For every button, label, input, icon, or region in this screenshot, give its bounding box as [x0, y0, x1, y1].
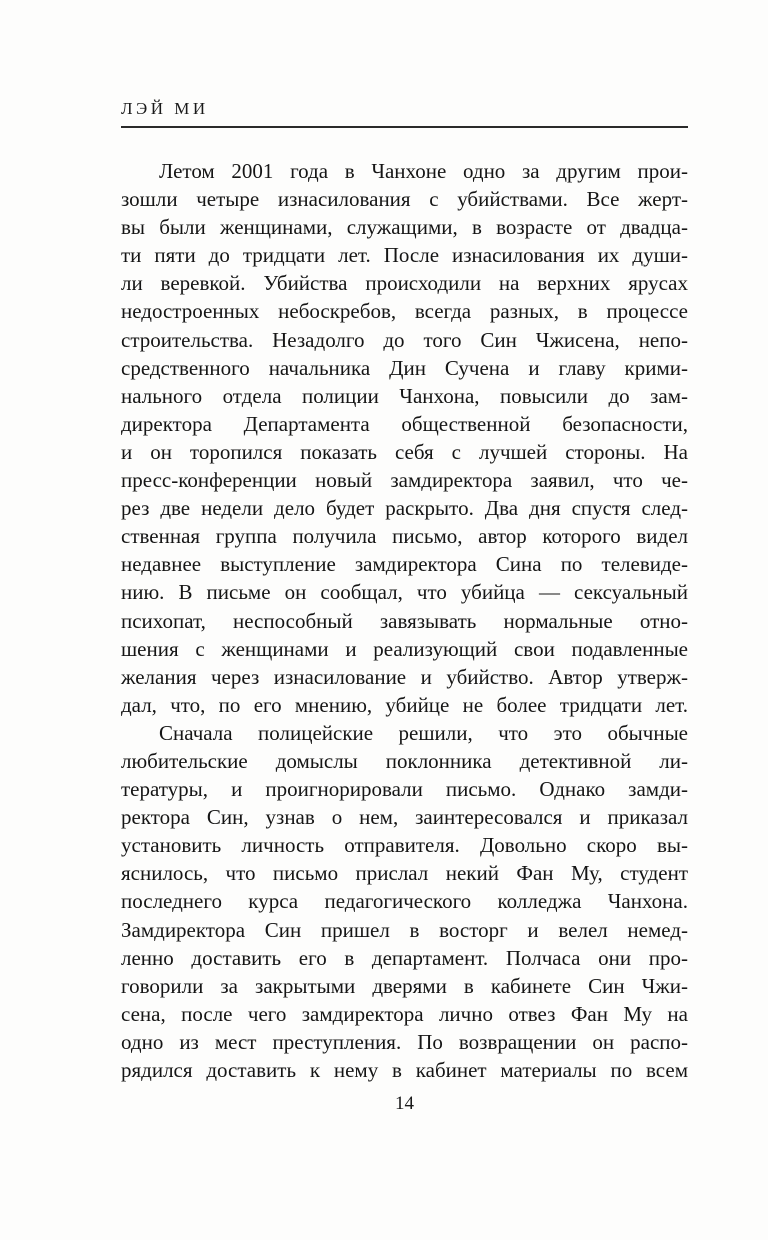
- text-line: психопат, неспособный завязывать нормальные отно-: [121, 608, 688, 633]
- text-line: ти пяти до тридцати лет. После изнасилования их души-: [121, 243, 688, 268]
- text-line: дал, что, по его мнению, убийце не более тридцати лет.: [121, 692, 688, 717]
- text-line: говорили за закрытыми дверями в кабинете Син Чжи-: [121, 973, 688, 998]
- text-line: установить личность отправителя. Довольно скоро вы-: [121, 833, 688, 858]
- text-line: средственного начальника Дин Сучена и главу крими-: [121, 355, 688, 380]
- running-head-author: ЛЭЙ МИ: [121, 99, 209, 118]
- body-text: [121, 157, 688, 1084]
- text-line: нального отдела полиции Чанхона, повысили до зам-: [121, 383, 688, 408]
- paragraph: [121, 719, 688, 1084]
- text-line: нию. В письме он сообщал, что убийца — сексуальный: [121, 580, 688, 605]
- text-line: и он торопился показать себя с лучшей стороны. На: [121, 439, 688, 464]
- text-line: пресс-конференции новый замдиректора заявил, что че-: [121, 468, 688, 493]
- text-line: Сначала полицейские решили, что это обычные: [159, 720, 688, 745]
- text-line: рез две недели дело будет раскрыто. Два дня спустя след-: [121, 496, 688, 521]
- header-rule: [121, 126, 688, 128]
- text-line: шения с женщинами и реализующий свои подавленные: [121, 636, 688, 661]
- text-line: Летом 2001 года в Чанхоне одно за другим прои-: [159, 159, 688, 183]
- text-line: яснилось, что письмо прислал некий Фан Му, студент: [121, 861, 688, 886]
- text-line: последнего курса педагогического колледжа Чанхона.: [121, 889, 688, 914]
- text-line: желания через изнасилование и убийство. Автор утверж-: [121, 664, 688, 689]
- text-line: зошли четыре изнасилования с убийствами. Все жерт-: [121, 187, 688, 212]
- text-line: тературы, и проигнорировали письмо. Однако замди-: [121, 777, 688, 802]
- text-line: Замдиректора Син пришел в восторг и велел немед-: [121, 917, 688, 942]
- text-line: сена, после чего замдиректора лично отвез Фан Му на: [121, 1001, 688, 1026]
- text-line: строительства. Незадолго до того Син Чжисена, непо-: [121, 327, 688, 352]
- text-line: рядился доставить к нему в кабинет материалы по всем: [121, 1058, 688, 1082]
- text-line: ли веревкой. Убийства происходили на верхних ярусах: [121, 271, 688, 296]
- text-line: недавнее выступление замдиректора Сина по телевиде-: [121, 552, 688, 577]
- text-line: вы были женщинами, служащими, в возрасте от двадца-: [121, 215, 688, 240]
- page-number: 14: [395, 1093, 414, 1114]
- text-line: ректора Син, узнав о нем, заинтересовался и приказал: [121, 805, 688, 830]
- text-line: директора Департамента общественной безопасности,: [121, 411, 688, 436]
- text-line: одно из мест преступления. По возвращении он распо-: [121, 1029, 688, 1054]
- text-line: ленно доставить его в департамент. Полчаса они про-: [121, 945, 688, 970]
- text-line: недостроенных небоскребов, всегда разных, в процессе: [121, 299, 688, 324]
- paragraph: [121, 157, 688, 719]
- text-line: любительские домыслы поклонника детективной ли-: [121, 748, 688, 773]
- text-line: ственная группа получила письмо, автор которого видел: [121, 524, 688, 549]
